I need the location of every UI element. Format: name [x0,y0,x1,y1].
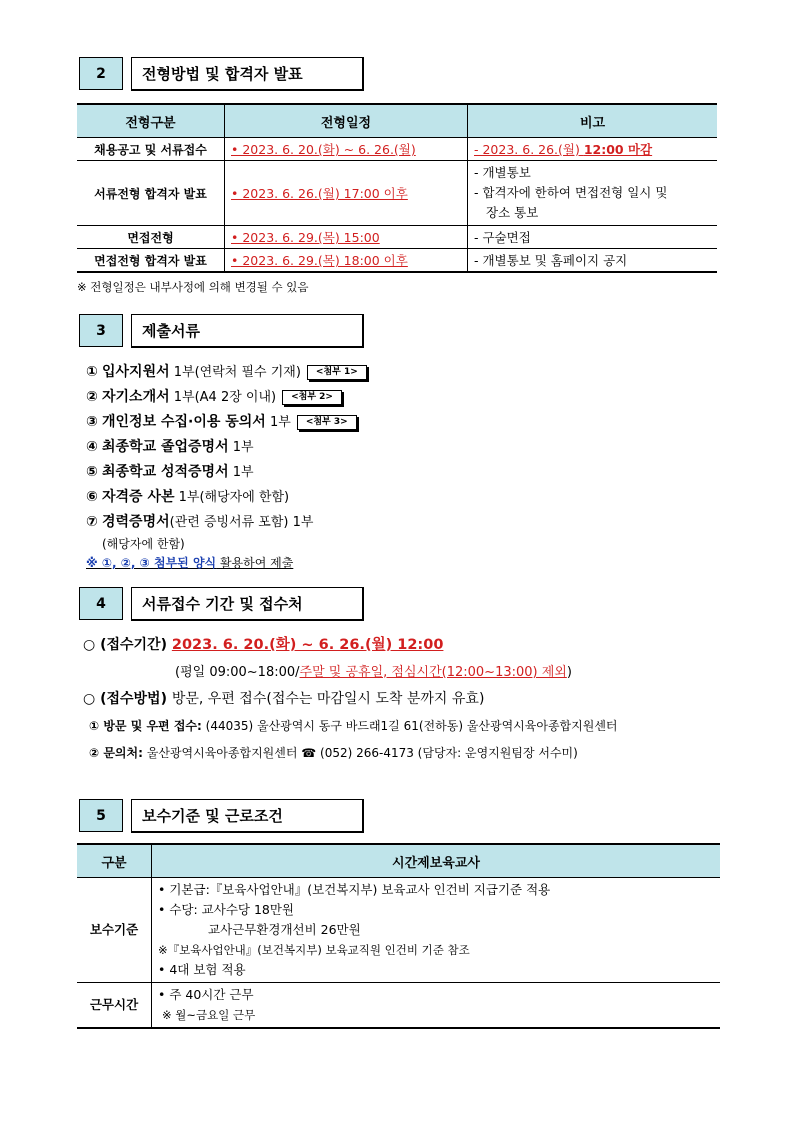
required-documents-list [86,360,367,573]
contact-line: ② 문의처: 울산광역시육아종합지원센터 ☎ (052) 266-4173 (담당자: 운영지원팀장 서수미) [89,746,578,760]
address-line: ① 방문 및 우편 접수: (44035) 울산광역시 동구 바드래1길 61(전하동) 울산광역시육아종합지원센터 [89,719,618,733]
date-cell: • 2023. 6. 29.(목) 15:00 [225,226,468,249]
pay-label: 보수기준 [77,878,152,983]
date-cell: • 2023. 6. 20.(화) ~ 6. 26.(월) [225,138,468,161]
table-row [77,226,717,249]
section4-header [79,587,364,620]
section2-header [79,57,364,90]
date-cell: • 2023. 6. 29.(목) 18:00 이후 [225,249,468,273]
col-header: 전형일정 [225,104,468,138]
attachment-tag: <첨부 3> [297,415,357,430]
type-cell: 면접전형 합격자 발표 [77,249,225,273]
note-cell: - 구술면접 [468,226,718,249]
period-sub-line: (평일 09:00~18:00/주말 및 공휴일, 점심시간(12:00~13:00) 제외) [175,665,572,680]
section-number: 2 [79,57,123,90]
section-title: 제출서류 [131,314,364,348]
list-item: ⑥ 자격증 사본 1부(해당자에 한함) [86,489,290,505]
col-header: 전형구분 [77,104,225,138]
period-line: ○ (접수기간) 2023. 6. 20.(화) ~ 6. 26.(월) 12:00 [83,637,444,653]
list-item: ⑦ 경력증명서(관련 증빙서류 포함) 1부 [86,514,314,530]
type-cell: 채용공고 및 서류접수 [77,138,225,161]
table-row [77,161,717,226]
table-row [77,983,720,1029]
note-cell: - 개별통보 및 홈페이지 공지 [468,249,718,273]
section-title: 보수기준 및 근로조건 [131,799,364,833]
list-item: ④ 최종학교 졸업증명서 1부 [86,439,254,455]
table-row [77,249,717,273]
note-cell: - 개별통보 - 합격자에 한하여 면접전형 일시 및 장소 통보 [468,161,718,226]
table-row [77,878,720,983]
list-item: ① 입사지원서 1부(연락처 필수 기재) <첨부 1> [86,360,367,385]
pay-conditions-table [77,843,720,1029]
list-item: ③ 개인정보 수집·이용 동의서 1부 <첨부 3> [86,410,367,435]
attachment-tag: <첨부 2> [282,390,342,405]
list-item: ⑤ 최종학교 성적증명서 1부 [86,464,254,480]
col-header: 구분 [77,844,152,878]
pay-details: • 기본급:『보육사업안내』(보건복지부) 보육교사 인건비 지급기준 적용 • 수당: 교사수당 18만원 교사근무환경개선비 26만원 ※『보육사업안내』(보건복지부) 보육교직원 인건비 기준 참조 • 4대 보험 적용 [152,878,721,983]
method-line: ○ (접수방법) 방문, 우편 접수(접수는 마감일시 도착 분까지 유효) [83,691,485,707]
submission-info [83,632,618,767]
section-number: 4 [79,587,123,620]
schedule-footnote: ※ 전형일정은 내부사정에 의해 변경될 수 있음 [77,280,309,294]
section-number: 5 [79,799,123,832]
type-cell: 서류전형 합격자 발표 [77,161,225,226]
section-number: 3 [79,314,123,347]
section-title: 서류접수 기간 및 접수처 [131,587,364,621]
date-cell: • 2023. 6. 26.(월) 17:00 이후 [225,161,468,226]
note-cell: - 2023. 6. 26.(월) 12:00 마감 [468,138,718,161]
list-item-sub: (해당자에 한함) [102,537,185,551]
attachment-tag: <첨부 1> [307,365,367,380]
section3-header [79,314,364,347]
type-cell: 면접전형 [77,226,225,249]
table-row [77,138,717,161]
selection-schedule-table [77,103,717,273]
hours-details: • 주 40시간 근무 ※ 월~금요일 근무 [152,983,721,1029]
col-header: 시간제보육교사 [152,844,721,878]
col-header: 비고 [468,104,718,138]
section5-header [79,799,364,832]
hours-label: 근무시간 [77,983,152,1029]
list-item: ② 자기소개서 1부(A4 2장 이내) <첨부 2> [86,385,367,410]
section-title: 전형방법 및 합격자 발표 [131,57,364,91]
documents-note: ※ ①, ②, ③ 첨부된 양식 활용하여 제출 [86,556,294,570]
